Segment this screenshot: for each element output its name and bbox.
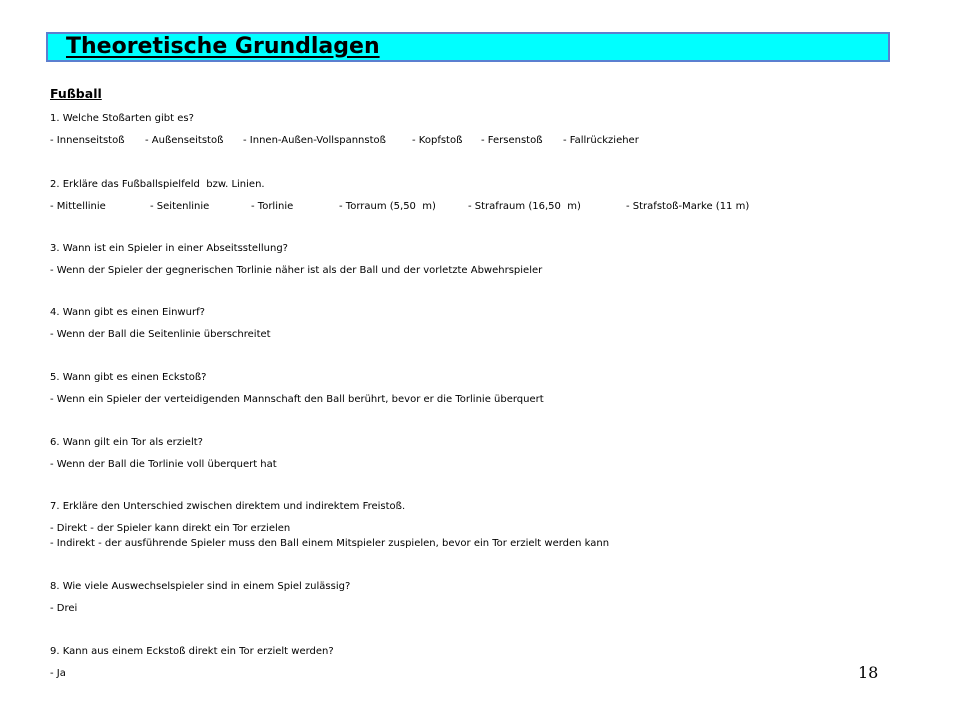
answer-7-indirect: - Indirekt - der ausführende Spieler muss den Ball einem Mitspieler zuspielen, bevor ein Tor erzielt werden kann [50, 538, 610, 549]
answer-1-item: - Außenseitstoß [145, 135, 224, 146]
title-banner [46, 32, 890, 62]
question-7: 7. Erkläre den Unterschied zwischen direktem und indirektem Freistoß. [50, 501, 406, 512]
answer-1-item: - Innen-Außen-Vollspannstoß [243, 135, 386, 146]
answer-7-direct: - Direkt - der Spieler kann direkt ein Tor erzielen [50, 523, 291, 534]
answer-5: - Wenn ein Spieler der verteidigenden Mannschaft den Ball berührt, bevor er die Torlinie überquert [50, 394, 544, 405]
page-title: Theoretische Grundlagen [66, 34, 380, 59]
answer-9: - Ja [50, 668, 66, 679]
answer-1-item: - Kopfstoß [412, 135, 463, 146]
answer-2-item: - Seitenlinie [150, 201, 210, 212]
question-4: 4. Wann gibt es einen Einwurf? [50, 307, 205, 318]
answer-1-item: - Fersenstoß [481, 135, 543, 146]
answer-1-item: - Innenseitstoß [50, 135, 125, 146]
answer-2-item: - Mittellinie [50, 201, 106, 212]
question-9: 9. Kann aus einem Eckstoß direkt ein Tor erzielt werden? [50, 646, 334, 657]
question-6: 6. Wann gilt ein Tor als erzielt? [50, 437, 203, 448]
answer-2-item: - Torraum (5,50 m) [339, 201, 436, 212]
page-number: 18 [858, 663, 879, 682]
question-8: 8. Wie viele Auswechselspieler sind in einem Spiel zulässig? [50, 581, 351, 592]
question-3: 3. Wann ist ein Spieler in einer Abseitsstellung? [50, 243, 288, 254]
question-1: 1. Welche Stoßarten gibt es? [50, 113, 194, 124]
answer-2-item: - Strafstoß-Marke (11 m) [626, 201, 750, 212]
question-5: 5. Wann gibt es einen Eckstoß? [50, 372, 207, 383]
answer-6: - Wenn der Ball die Torlinie voll überquert hat [50, 459, 277, 470]
answer-2 [50, 200, 810, 213]
question-2: 2. Erkläre das Fußballspielfeld bzw. Linien. [50, 179, 265, 190]
section-title: Fußball [50, 86, 102, 101]
answer-4: - Wenn der Ball die Seitenlinie überschreitet [50, 329, 271, 340]
answer-8: - Drei [50, 603, 78, 614]
answer-3: - Wenn der Spieler der gegnerischen Torlinie näher ist als der Ball und der vorletzte Abwehrspieler [50, 265, 543, 276]
answer-1 [50, 134, 750, 147]
answer-2-item: - Strafraum (16,50 m) [468, 201, 581, 212]
answer-1-item: - Fallrückzieher [563, 135, 639, 146]
answer-2-item: - Torlinie [251, 201, 294, 212]
